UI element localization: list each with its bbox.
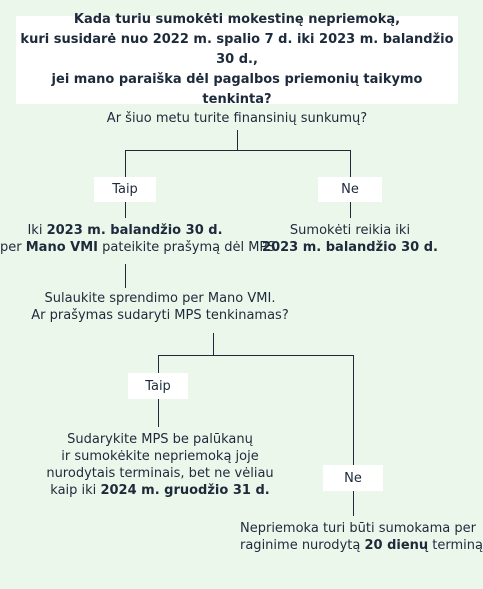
connector-no1-down xyxy=(350,202,351,218)
header-line-2: kuri susidarė nuo 2022 m. spalio 7 d. iki 2023 m. balandžio 30 d., xyxy=(20,32,454,67)
left2-kaip: kaip iki xyxy=(50,483,101,498)
connector-yes1-up xyxy=(125,150,126,177)
connector-left1-down xyxy=(125,264,126,288)
right2-prefix: raginime nurodytą xyxy=(240,538,365,553)
question-1: Ar šiuo metu turite finansinių sunkumų? xyxy=(106,111,368,126)
connector-q2-down xyxy=(213,333,214,355)
left1-per: per xyxy=(0,240,26,255)
left1-mano-vmi: Mano VMI xyxy=(25,240,98,255)
no-box-1: Ne xyxy=(318,177,382,202)
left1-rest: pateikite prašymą dėl MPS xyxy=(98,240,276,255)
left2-line3: nurodytais terminais, bet ne vėliau xyxy=(46,466,274,481)
no-box-2: Ne xyxy=(323,465,383,491)
header-box xyxy=(16,12,458,107)
yes-box-1: Taip xyxy=(94,177,156,202)
left1-date: 2023 m. balandžio 30 d. xyxy=(46,223,223,238)
connector-q2-horizontal xyxy=(158,355,353,356)
connector-yes1-down xyxy=(125,202,126,218)
left2-date: 2024 m. gruodžio 31 d. xyxy=(100,483,270,498)
left2-line1: Sudarykite MPS be palūkanų xyxy=(67,432,253,447)
left2-line2: ir sumokėkite nepriemoką joje xyxy=(61,449,259,464)
right-instruction-2 xyxy=(240,520,483,554)
question-2 xyxy=(10,290,310,324)
question-2-line2: Ar prašymas sudaryti MPS tenkinamas? xyxy=(31,308,289,323)
right2-term: terminą xyxy=(428,538,483,553)
header-line-1: Kada turiu sumokėti mokestinę nepriemoką, xyxy=(73,12,401,27)
connector-no2-down xyxy=(353,491,354,516)
connector-no2-vertical xyxy=(353,355,354,465)
right1-line1: Sumokėti reikia iki xyxy=(289,223,411,238)
header-line-3: jei mano paraiška dėl pagalbos priemonių taikymo tenkinta? xyxy=(51,72,423,107)
question-2-line1: Sulaukite sprendimo per Mano VMI. xyxy=(44,291,276,306)
connector-yes2-down xyxy=(158,399,159,427)
connector-q1-down xyxy=(237,130,238,150)
yes-box-2: Taip xyxy=(128,373,188,399)
left-instruction-1 xyxy=(0,222,276,256)
connector-yes2-up xyxy=(158,355,159,373)
right-instruction-1 xyxy=(250,222,450,256)
connector-no1-up xyxy=(350,150,351,177)
connector-q1-horizontal xyxy=(125,150,350,151)
right1-date: 2023 m. balandžio 30 d. xyxy=(262,240,438,255)
left-instruction-2 xyxy=(40,431,280,499)
right2-line1: Nepriemoka turi būti sumokama per xyxy=(240,521,476,536)
left1-prefix: Iki xyxy=(27,223,47,238)
right2-days: 20 dienų xyxy=(364,538,429,553)
